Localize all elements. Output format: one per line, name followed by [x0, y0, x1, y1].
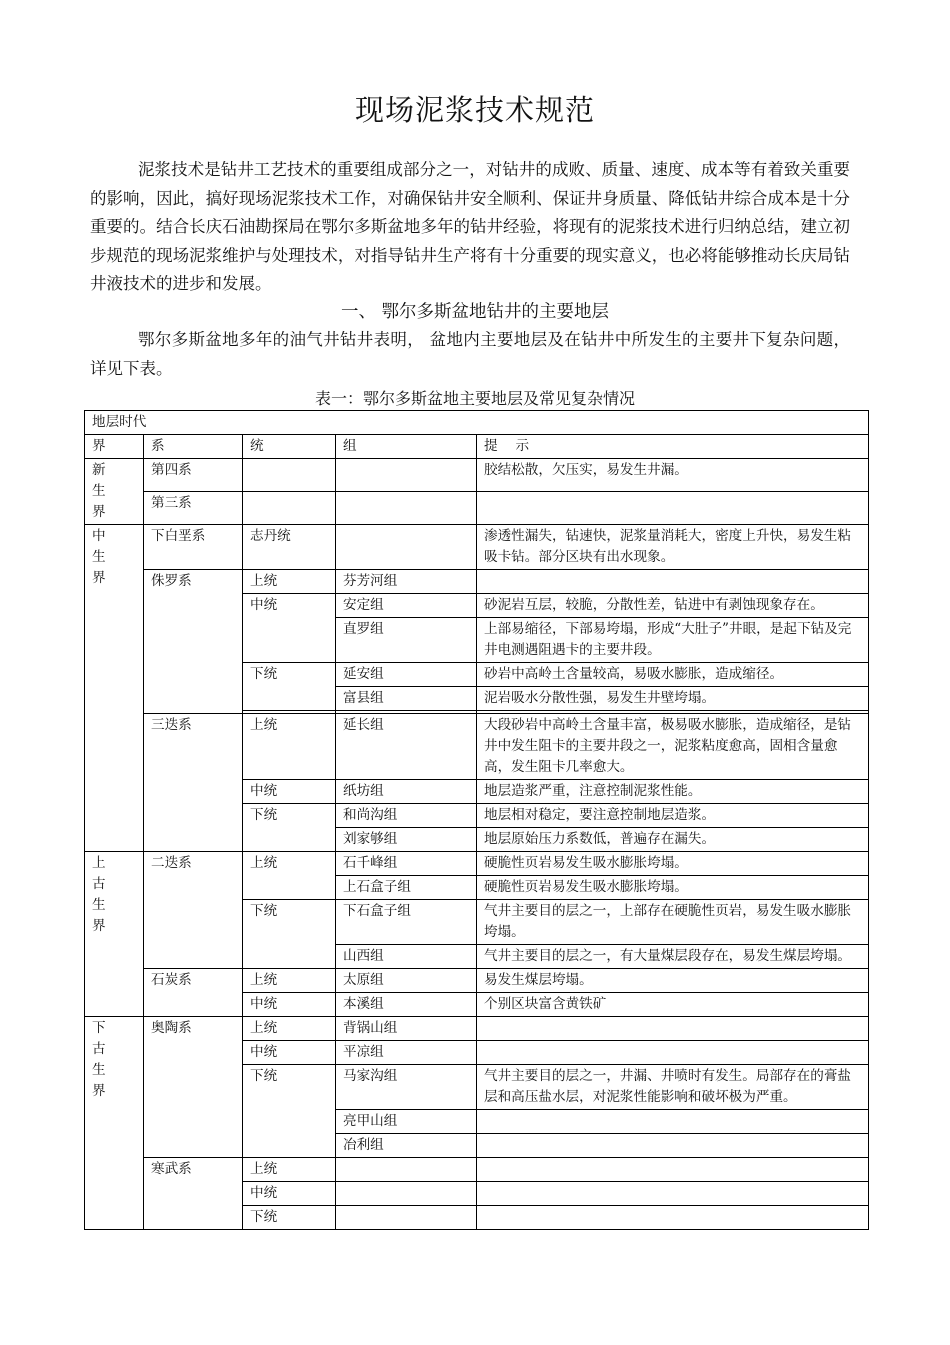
era-cell: 上 古 生界: [85, 852, 144, 1017]
system-cell: 三迭系: [144, 714, 243, 852]
note-cell: [477, 1158, 869, 1182]
note-cell: 砂岩中高岭土含量较高，易吸水膨胀，造成缩径。: [477, 663, 869, 687]
note-cell: [477, 570, 869, 594]
table-row: [85, 1017, 869, 1041]
formation-cell: 刘家够组: [336, 828, 477, 852]
formation-cell: 太原组: [336, 969, 477, 993]
formation-cell: 下石盒子组: [336, 900, 477, 945]
note-cell: 硬脆性页岩易发生吸水膨胀垮塌。: [477, 876, 869, 900]
formation-cell: [336, 525, 477, 570]
header-series: 统: [243, 435, 336, 459]
note-cell: [477, 1206, 869, 1230]
system-cell: 石炭系: [144, 969, 243, 1017]
note-cell: [477, 1041, 869, 1065]
section-heading: 一、 鄂尔多斯盆地钻井的主要地层: [340, 302, 610, 322]
table-row: [85, 969, 869, 993]
header-note: 提 示: [477, 435, 869, 459]
formation-cell: 上石盒子组: [336, 876, 477, 900]
series-cell: 中统: [243, 1182, 336, 1206]
series-cell: 下统: [243, 804, 336, 852]
era-cell: 中 生 界: [85, 525, 144, 852]
series-cell: 中统: [243, 993, 336, 1017]
system-cell: 第三系: [144, 492, 243, 525]
table-row: [85, 852, 869, 876]
table-header-row: [85, 435, 869, 459]
note-cell: 泥岩吸水分散性强，易发生井壁垮塌。: [477, 687, 869, 711]
series-cell: 上统: [243, 969, 336, 993]
formation-cell: 纸坊组: [336, 780, 477, 804]
note-cell: 气井主要目的层之一，上部存在硬脆性页岩，易发生吸水膨胀垮塌。: [477, 900, 869, 945]
section-paragraph: 鄂尔多斯盆地多年的油气井钻井表明， 盆地内主要地层及在钻井中所发生的主要井下复杂问题，详见下表。: [90, 330, 850, 378]
formation-cell: [336, 1158, 477, 1182]
series-cell: 下统: [243, 1065, 336, 1158]
formation-cell: 延长组: [336, 714, 477, 780]
system-cell: 奥陶系: [144, 1017, 243, 1158]
formation-cell: [336, 459, 477, 492]
note-cell: 大段砂岩中高岭土含量丰富，极易吸水膨胀，造成缩径，是钻井中发生阻卡的主要井段之一，泥浆粘度愈高，固相含量愈高，发生阻卡几率愈大。: [477, 714, 869, 780]
series-cell: 下统: [243, 663, 336, 711]
note-cell: [477, 1182, 869, 1206]
note-cell: [477, 492, 869, 525]
note-cell: 地层造浆严重，注意控制泥浆性能。: [477, 780, 869, 804]
table-row: [85, 570, 869, 594]
note-cell: 气井主要目的层之一，有大量煤层段存在，易发生煤层垮塌。: [477, 945, 869, 969]
system-cell: 第四系: [144, 459, 243, 492]
formation-cell: [336, 1206, 477, 1230]
series-cell: 中统: [243, 780, 336, 804]
formation-cell: 马家沟组: [336, 1065, 477, 1110]
series-cell: 上统: [243, 1158, 336, 1182]
table-row: [85, 492, 869, 525]
note-cell: 个别区块富含黄铁矿: [477, 993, 869, 1017]
note-cell: 地层原始压力系数低，普遍存在漏失。: [477, 828, 869, 852]
table-row: [85, 459, 869, 492]
strata-table: [84, 410, 869, 1230]
formation-cell: 冶利组: [336, 1134, 477, 1158]
note-cell: [477, 1134, 869, 1158]
series-cell: 上统: [243, 570, 336, 594]
formation-cell: 山西组: [336, 945, 477, 969]
formation-cell: 平凉组: [336, 1041, 477, 1065]
formation-cell: 亮甲山组: [336, 1110, 477, 1134]
formation-cell: 富县组: [336, 687, 477, 711]
note-cell: 砂泥岩互层，较脆，分散性差，钻进中有剥蚀现象存在。: [477, 594, 869, 618]
table-caption: 表一：鄂尔多斯盆地主要地层及常见复杂情况: [314, 389, 635, 408]
table-row: [85, 714, 869, 780]
note-cell: 气井主要目的层之一，井漏、井喷时有发生。局部存在的膏盐层和高压盐水层，对泥浆性能影响和破坏极为严重。: [477, 1065, 869, 1110]
table-row: [85, 1158, 869, 1182]
formation-cell: 芬芳河组: [336, 570, 477, 594]
table-row: [85, 525, 869, 570]
system-cell: 下白垩系: [144, 525, 243, 570]
document-title: 现场泥浆技术规范: [354, 93, 595, 127]
header-system: 系: [144, 435, 243, 459]
series-cell: 下统: [243, 900, 336, 969]
formation-cell: 背锅山组: [336, 1017, 477, 1041]
series-cell: 下统: [243, 1206, 336, 1230]
formation-cell: 安定组: [336, 594, 477, 618]
table-group-header-row: [85, 411, 869, 435]
system-cell: 寒武系: [144, 1158, 243, 1230]
era-cell: 新 生 界: [85, 459, 144, 525]
series-cell: [243, 492, 336, 525]
formation-cell: 石千峰组: [336, 852, 477, 876]
formation-cell: [336, 1182, 477, 1206]
note-cell: [477, 1110, 869, 1134]
note-cell: 渗透性漏失，钻速快，泥浆量消耗大，密度上升快，易发生粘吸卡钻。部分区块有出水现象。: [477, 525, 869, 570]
system-cell: 侏罗系: [144, 570, 243, 714]
group-header-cell: 地层时代: [85, 411, 869, 435]
series-cell: 中统: [243, 594, 336, 663]
series-cell: 上统: [243, 714, 336, 780]
series-cell: [243, 459, 336, 492]
formation-cell: 和尚沟组: [336, 804, 477, 828]
note-cell: 硬脆性页岩易发生吸水膨胀垮塌。: [477, 852, 869, 876]
era-cell: 下 古 生界: [85, 1017, 144, 1230]
series-cell: 上统: [243, 1017, 336, 1041]
header-era: 界: [85, 435, 144, 459]
series-cell: 志丹统: [243, 525, 336, 570]
system-cell: 二迭系: [144, 852, 243, 969]
note-cell: [477, 1017, 869, 1041]
series-cell: 中统: [243, 1041, 336, 1065]
note-cell: 上部易缩径，下部易垮塌，形成“大肚子”井眼，是起下钻及完井电测遇阻遇卡的主要井段。: [477, 618, 869, 663]
formation-cell: 直罗组: [336, 618, 477, 663]
formation-cell: 延安组: [336, 663, 477, 687]
series-cell: 上统: [243, 852, 336, 900]
note-cell: 易发生煤层垮塌。: [477, 969, 869, 993]
header-formation: 组: [336, 435, 477, 459]
note-cell: 地层相对稳定，要注意控制地层造浆。: [477, 804, 869, 828]
intro-paragraph: 泥浆技术是钻井工艺技术的重要组成部分之一，对钻井的成败、质量、速度、成本等有着致关重要的影响，因此，搞好现场泥浆技术工作，对确保钻井安全顺利、保证井身质量、降低钻井综合成本是十分重要的。结合长庆石油勘探局在鄂尔多斯盆地多年的钻井经验，将现有的泥浆技术进行归纳总结，建立初步规范的现场泥浆维护与处理技术，对指导钻井生产将有十分重要的现实意义，也必将能够推动长庆局钻井液技术的进步和发展。: [90, 160, 850, 294]
formation-cell: 本溪组: [336, 993, 477, 1017]
formation-cell: [336, 492, 477, 525]
note-cell: 胶结松散，欠压实，易发生井漏。: [477, 459, 869, 492]
